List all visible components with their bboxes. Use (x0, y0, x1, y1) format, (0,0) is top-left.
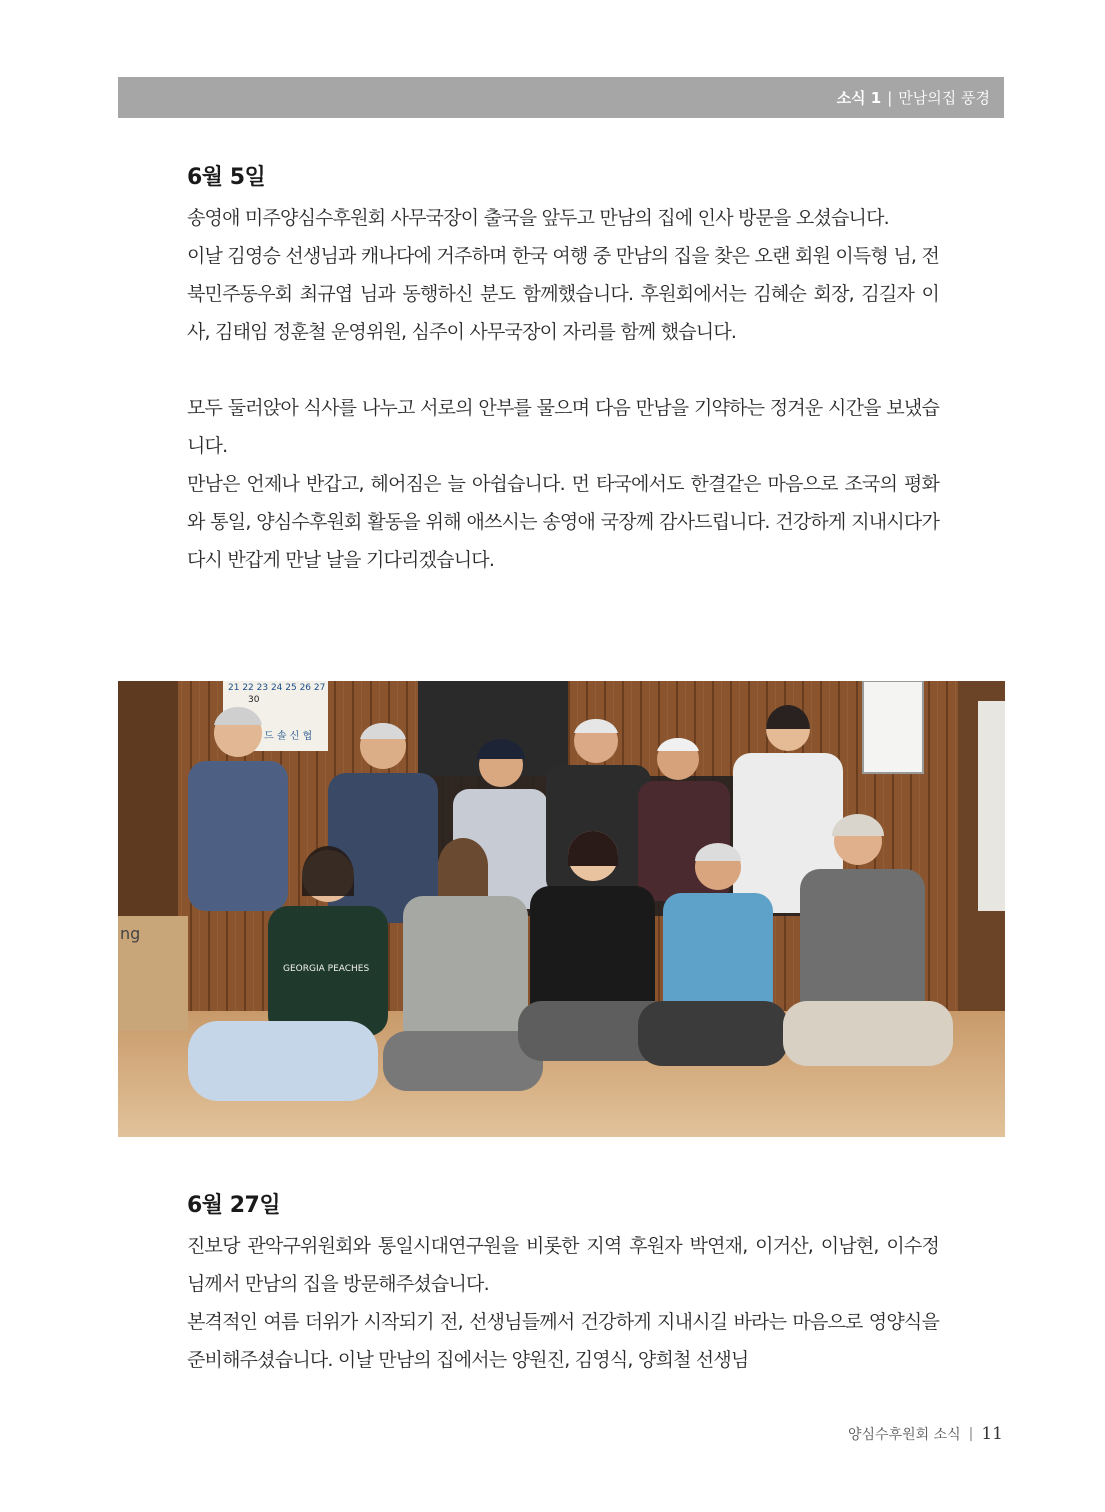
entry-date: 6월 27일 (187, 1193, 281, 1218)
header-separator: | (887, 88, 893, 107)
page-number: 11 (981, 1424, 1003, 1444)
group-photo (118, 681, 1005, 1137)
page-footer (848, 1424, 1003, 1444)
paragraph: 이날 김영승 선생님과 캐나다에 거주하며 한국 여행 중 만남의 집을 찾은 오랜 회원 이득형 님, 전북민주동우회 최규엽 님과 동행하신 분도 함께했습니다. 후원회에서는 김혜순 회장, 김길자 이사, 김태임 정훈철 운영위원, 심주이 사무국장이 자리를 함께 했습니다. (187, 245, 939, 343)
entry-june-5 (187, 160, 939, 579)
paragraph: 송영애 미주양심수후원회 사무국장이 출국을 앞두고 만남의 집에 인사 방문을 오셨습니다. (187, 207, 889, 229)
paragraph: 본격적인 여름 더위가 시작되기 전, 선생님들께서 건강하게 지내시길 바라는 마음으로 영양식을 준비해주셨습니다. 이날 만남의 집에서는 양원진, 김영식, 양희철 선생님 (187, 1311, 939, 1371)
publication-name: 양심수후원회 소식 (847, 1427, 961, 1443)
paragraph: 만남은 언제나 반갑고, 헤어짐은 늘 아쉽습니다. 먼 타국에서도 한결같은 마음으로 조국의 평화와 통일, 양심수후원회 활동을 위해 애쓰시는 송영애 국장께 감사드립니다. 건강하게 지내시다가 다시 반갑게 만날 날을 기다리겠습니다. (187, 473, 939, 571)
section-header-bar (118, 77, 1004, 118)
calendar-label: 드 솔 신 협 (264, 731, 313, 742)
entry-june-27 (187, 1188, 939, 1379)
section-title: 만남의집 풍경 (898, 89, 990, 107)
calendar-numbers-2: 30 (248, 695, 260, 705)
paragraph: 진보당 관악구위원회와 통일시대연구원을 비롯한 지역 후원자 박연재, 이거산, 이남현, 이수정 님께서 만남의 집을 방문해주셨습니다. (187, 1235, 939, 1295)
paragraph: 모두 둘러앉아 식사를 나누고 서로의 안부를 물으며 다음 만남을 기약하는 정겨운 시간을 보냈습니다. (187, 397, 939, 457)
entry-date: 6월 5일 (187, 165, 266, 190)
calendar-numbers: 21 22 23 24 25 26 27 (228, 683, 326, 693)
footer-separator: | (968, 1426, 974, 1442)
section-label: 소식 1 (836, 89, 882, 107)
box-label: ng (120, 924, 141, 943)
shirt-print: GEORGIA PEACHES (283, 964, 370, 974)
